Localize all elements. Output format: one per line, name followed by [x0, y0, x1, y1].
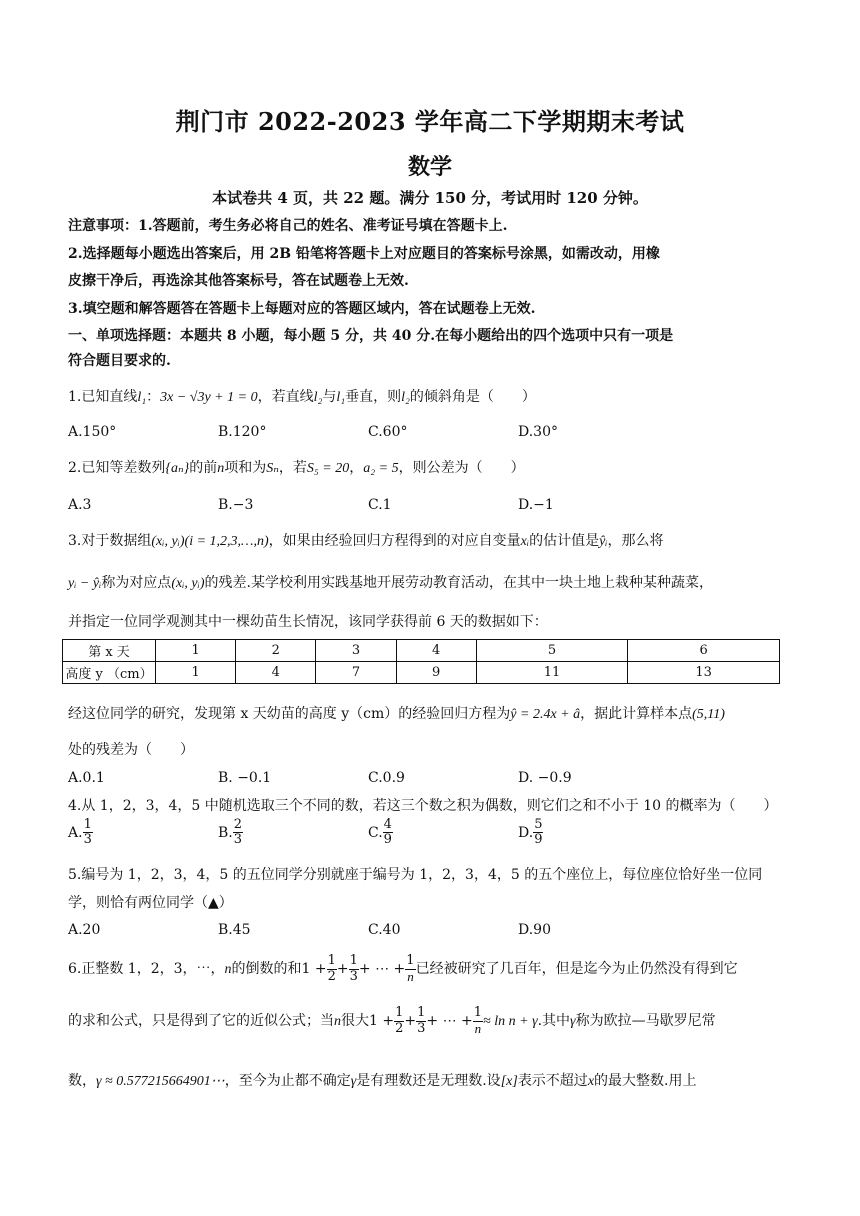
exam-title: 荆门市 2022-2023 学年高二下学期期末考试	[175, 107, 685, 136]
table-cell: 7	[316, 662, 396, 684]
q1-option-c: C.60°	[368, 424, 408, 440]
question-3-line-4: 经这位同学的研究，发现第 x 天幼苗的高度 y（cm）的经验回归方程为ŷ = 2.4x + â，据此计算样本点(5,11)	[68, 706, 725, 722]
question-6-line-2: 的求和公式，只是得到了它的近似公式；当n很大1 + $\frac{1}{2}$ + $\frac{1}{3}$ + ⋯ + $\frac{1}{n}$ ≈ ln n + γ.其中γ称为欧拉—马歇罗尼常	[68, 1005, 716, 1036]
q5-option-d: D.90	[518, 922, 551, 938]
table-row	[63, 662, 780, 684]
q5-option-c: C.40	[368, 922, 401, 938]
q4-option-a: A. $\frac{1}{3}$	[68, 817, 92, 848]
q5-option-b: B.45	[218, 922, 251, 938]
notes-line-1: 注意事项：1.答题前，考生务必将自己的姓名、准考证号填在答题卡上.	[68, 218, 508, 234]
table-cell: 4	[236, 662, 316, 684]
q3-option-b: B. −0.1	[218, 770, 272, 786]
table-cell: 11	[476, 662, 628, 684]
q5-option-a: A.20	[68, 922, 101, 938]
q2-option-a: A.3	[68, 497, 92, 513]
q5-options	[68, 922, 792, 938]
q3-option-a: A.0.1	[68, 770, 105, 786]
q4-options	[68, 818, 792, 848]
question-5-line-1: 5.编号为 1，2，3，4，5 的五位同学分别就座于编号为 1，2，3，4，5 的五个座位上，每位座位恰好坐一位同	[68, 867, 763, 883]
q1-option-b: B.120°	[218, 424, 267, 440]
table-row	[63, 640, 780, 662]
table-cell: 5	[476, 640, 628, 662]
q3-options	[68, 770, 792, 786]
q4-option-d: D. $\frac{5}{9}$	[518, 817, 543, 848]
q3-option-c: C.0.9	[368, 770, 405, 786]
q1-options	[68, 424, 792, 440]
table-cell: 3	[316, 640, 396, 662]
question-6-line-1: 6.正整数 1，2，3，⋯，n的倒数的和1 + $\frac{1}{2}$ + $\frac{1}{3}$ + ⋯ + $\frac{1}{n}$ 已经被研究了几百年，但是迄今为止仍然没有得到它	[68, 953, 738, 984]
q4-option-c: C. $\frac{4}{9}$	[368, 817, 392, 848]
question-6-line-3: 数，γ ≈ 0.577215664901⋯，至今为止都不确定γ是有理数还是无理数.设[x]表示不超过x的最大整数.用上	[68, 1073, 697, 1089]
q3-option-d: D. −0.9	[518, 770, 572, 786]
question-1: 1.已知直线l₁：3x − √3y + 1 = 0，若直线l₂与l₁垂直，则l₂的倾斜角是（ ）	[68, 389, 536, 405]
table-row-header: 高度 y （cm）	[63, 662, 156, 684]
q1-option-d: D.30°	[518, 424, 558, 440]
question-3-line-5: 处的残差为（ ）	[68, 742, 194, 758]
table-cell: 13	[628, 662, 780, 684]
question-2: 2.已知等差数列{aₙ}的前n项和为Sₙ，若S₅ = 20，a₂ = 5，则公差为（ ）	[68, 460, 525, 476]
question-5-line-2: 学，则恰有两位同学（▲）	[68, 895, 233, 911]
table-cell: 9	[396, 662, 476, 684]
table-cell: 1	[156, 662, 236, 684]
q4-option-b: B. $\frac{2}{3}$	[218, 817, 243, 848]
notes-line-3: 皮擦干净后，再选涂其他答案标号，答在试题卷上无效.	[68, 273, 409, 289]
q1-equation: 3x − √3y + 1 = 0	[160, 390, 258, 405]
question-4: 4.从 1，2，3，4，5 中随机选取三个不同的数，若这三个数之积为偶数，则它们之和不小于 10 的概率为（ ）	[68, 798, 778, 814]
notes-line-4: 3.填空题和解答题答在答题卡上每题对应的答题区域内，答在试题卷上无效.	[68, 301, 536, 317]
q2-option-c: C.1	[368, 497, 392, 513]
table-cell: 2	[236, 640, 316, 662]
question-3-line-3: 并指定一位同学观测其中一棵幼苗生长情况，该同学获得前 6 天的数据如下：	[68, 614, 548, 630]
table-cell: 4	[396, 640, 476, 662]
data-table	[62, 639, 780, 684]
notes-line-2: 2.选择题每小题选出答案后，用 2B 铅笔将答题卡上对应题目的答案标号涂黑，如需改动，用橡	[68, 246, 660, 262]
section-heading-2: 符合题目要求的.	[68, 353, 171, 369]
q1-option-a: A.150°	[68, 424, 117, 440]
question-3-line-1: 3.对于数据组(xᵢ, yᵢ)(i = 1,2,3,…,n)，如果由经验回归方程得到的对应自变量xᵢ的估计值是ŷᵢ，那么将	[68, 533, 664, 549]
exam-info: 本试卷共 4 页，共 22 题。满分 150 分，考试用时 120 分钟。	[212, 189, 648, 207]
subject-title: 数学	[407, 154, 452, 180]
table-row-header: 第 x 天	[63, 640, 156, 662]
question-3-line-2: yᵢ − ŷᵢ称为对应点(xᵢ, yᵢ)的残差.某学校利用实践基地开展劳动教育活动，在其中一块土地上栽种某种蔬菜，	[68, 575, 713, 591]
section-heading-1: 一、单项选择题：本题共 8 小题，每小题 5 分，共 40 分.在每小题给出的四个选项中只有一项是	[68, 328, 674, 344]
table-cell: 1	[156, 640, 236, 662]
q2-option-b: B.−3	[218, 497, 254, 513]
q2-option-d: D.−1	[518, 497, 554, 513]
table-cell: 6	[628, 640, 780, 662]
q2-options	[68, 497, 792, 513]
